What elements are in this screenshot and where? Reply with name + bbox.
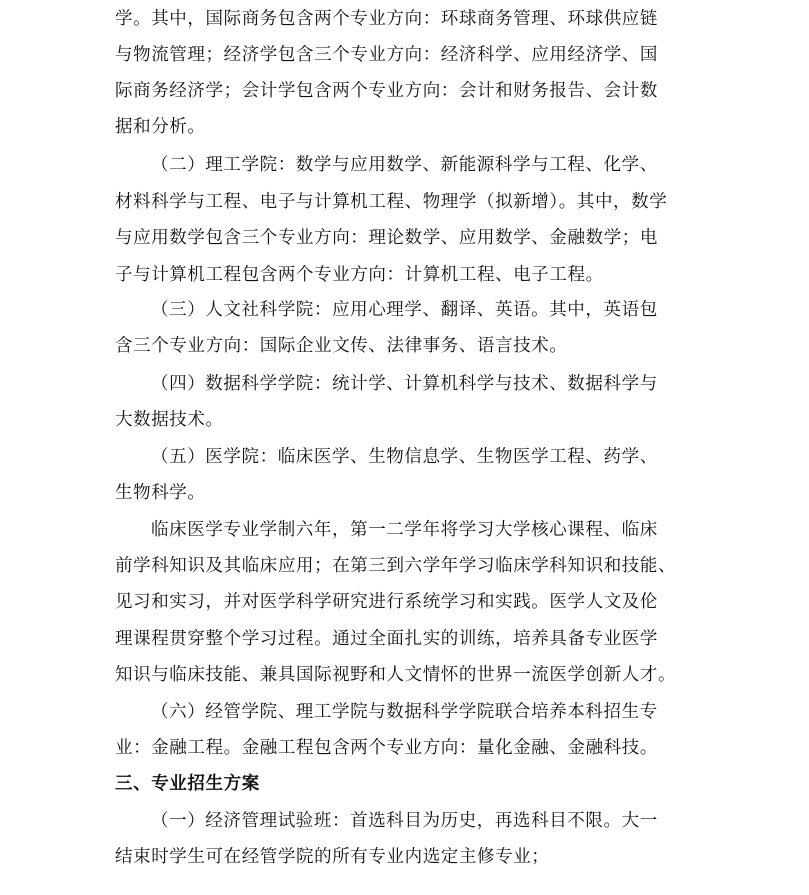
paragraph-start-line: （五）医学院：临床医学、生物信息学、生物医学工程、药学、: [151, 447, 658, 467]
paragraph-start-line: （一）经济管理试验班：首选科目为历史，再选科目不限。大一: [151, 811, 658, 831]
text-line: 见习和实习，并对医学科学研究进行系统学习和实践。医学人文及伦: [115, 592, 658, 612]
section-heading: 三、专业招生方案: [115, 774, 260, 794]
text-line: 前学科知识及其临床应用；在第三到六学年学习临床学科知识和技能、: [115, 556, 677, 576]
paragraph-start-line: （二）理工学院：数学与应用数学、新能源科学与工程、化学、: [151, 155, 658, 175]
paragraph-start-line: 临床医学专业学制六年，第一二学年将学习大学核心课程、临床: [151, 520, 658, 540]
text-line: 理课程贯穿整个学习过程。通过全面扎实的训练，培养具备专业医学: [115, 629, 658, 649]
text-line: 与物流管理；经济学包含三个专业方向：经济科学、应用经济学、国: [115, 45, 658, 65]
text-line: 业：金融工程。金融工程包含两个专业方向：量化金融、金融科技。: [115, 738, 658, 758]
text-line: 学。其中，国际商务包含两个专业方向：环球商务管理、环球供应链: [115, 9, 658, 29]
paragraph-start-line: （六）经管学院、理工学院与数据科学学院联合培养本科招生专: [151, 702, 658, 722]
text-line: 结束时学生可在经管学院的所有专业内选定主修专业；: [115, 847, 550, 867]
text-line: 知识与临床技能、兼具国际视野和人文情怀的世界一流医学创新人才。: [115, 665, 677, 685]
text-line: 子与计算机工程包含两个专业方向：计算机工程、电子工程。: [115, 265, 604, 285]
text-line: 与应用数学包含三个专业方向：理论数学、应用数学、金融数学；电: [115, 228, 658, 248]
text-line: 大数据技术。: [115, 410, 224, 430]
paragraph-start-line: （三）人文社科学院：应用心理学、翻译、英语。其中，英语包: [151, 300, 658, 320]
text-line: 生物科学。: [115, 483, 206, 503]
paragraph-start-line: （四）数据科学学院：统计学、计算机科学与技术、数据科学与: [151, 374, 658, 394]
text-line: 材料科学与工程、电子与计算机工程、物理学（拟新增）。其中，数学: [115, 192, 668, 212]
text-line: 据和分析。: [115, 117, 206, 137]
text-line: 含三个专业方向：国际企业文传、法律事务、语言技术。: [115, 336, 568, 356]
text-line: 际商务经济学；会计学包含两个专业方向：会计和财务报告、会计数: [115, 81, 658, 101]
